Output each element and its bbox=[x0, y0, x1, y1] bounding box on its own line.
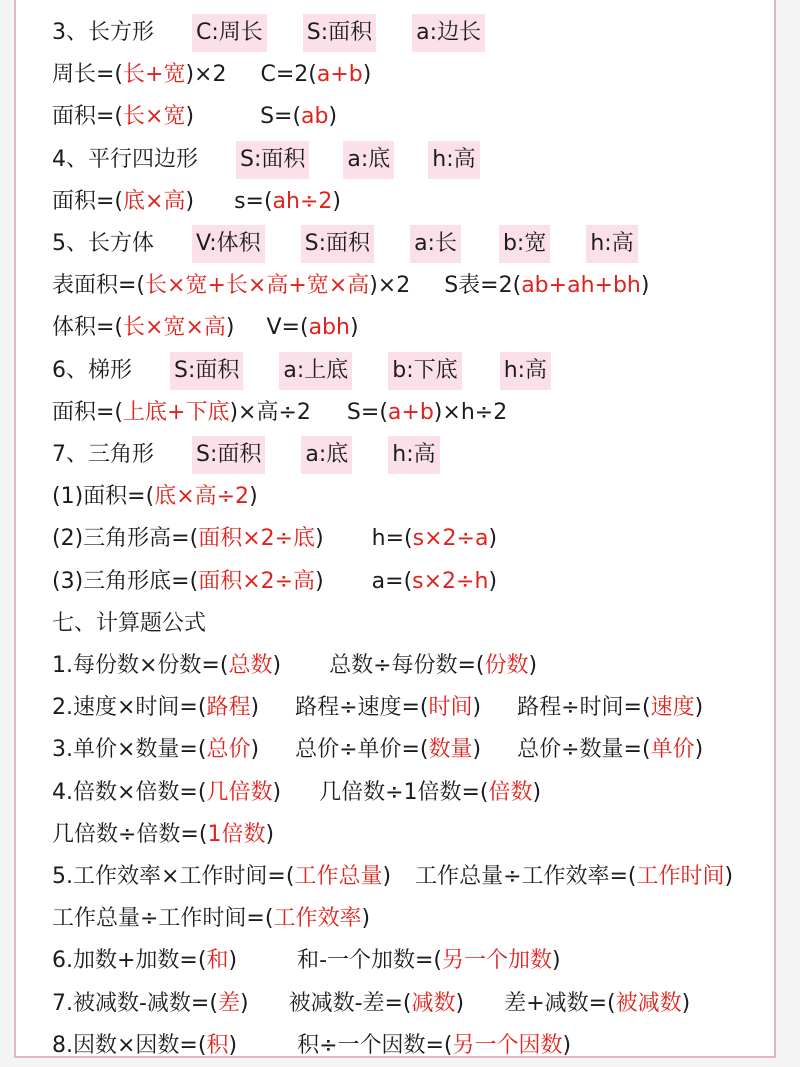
formula-text: ) bbox=[185, 188, 195, 214]
formula-text: ) bbox=[328, 104, 338, 130]
formula-answer: s×2÷a bbox=[412, 526, 489, 552]
formula-line bbox=[52, 605, 206, 643]
formula-text: ) bbox=[640, 273, 650, 299]
formula-text: 几倍数÷1倍数=( bbox=[319, 779, 489, 805]
formula-line bbox=[52, 520, 497, 558]
variable-label: h:高 bbox=[428, 141, 479, 179]
formula-answer: 长+宽 bbox=[123, 62, 186, 88]
formula-text: 面积=( bbox=[52, 399, 124, 425]
formula-answer: a+b bbox=[387, 399, 434, 425]
formula-text: ) bbox=[552, 948, 561, 974]
formula-text: 积÷一个因数=( bbox=[297, 1032, 453, 1058]
formula-line bbox=[52, 267, 649, 305]
variable-label: b:宽 bbox=[499, 225, 550, 263]
formula-line bbox=[52, 774, 541, 812]
formula-text: ) bbox=[455, 990, 465, 1016]
formula-answer: 工作效率 bbox=[273, 906, 362, 932]
formula-answer: 总数 bbox=[228, 653, 273, 678]
variable-label: h:高 bbox=[586, 225, 637, 263]
formula-text: 周长=( bbox=[52, 62, 124, 88]
formula-text: ) bbox=[694, 695, 704, 721]
formula-answer: 另一个因数 bbox=[452, 1032, 563, 1058]
formula-line bbox=[52, 436, 440, 474]
formula-answer: 面积×2÷高 bbox=[198, 568, 316, 594]
variable-label: S:面积 bbox=[192, 436, 265, 474]
formula-line bbox=[52, 98, 337, 136]
formula-line bbox=[52, 985, 690, 1023]
variable-label: S:面积 bbox=[170, 352, 243, 390]
variable-label: a:底 bbox=[301, 436, 352, 474]
formula-text: ) bbox=[250, 737, 260, 763]
formula-answer: 份数 bbox=[484, 653, 529, 678]
variable-label: a:边长 bbox=[412, 14, 485, 52]
formula-text: ) bbox=[562, 1032, 572, 1058]
formula-answer: 数量 bbox=[428, 737, 473, 763]
formula-answer: 另一个加数 bbox=[442, 948, 553, 974]
formula-text: 路程÷速度=( bbox=[295, 695, 429, 721]
formula-line bbox=[52, 647, 537, 685]
formula-text: 面积=( bbox=[52, 188, 124, 214]
formula-line bbox=[52, 942, 561, 980]
formula-text: 4、平行四边形 bbox=[52, 146, 198, 172]
formula-text: ) bbox=[272, 653, 282, 678]
formula-answer: 和 bbox=[206, 948, 229, 974]
formula-text: ) bbox=[228, 948, 238, 974]
formula-line bbox=[52, 816, 274, 854]
formula-text: ) bbox=[361, 906, 371, 932]
formula-text: h=( bbox=[371, 526, 413, 552]
formula-text: 表面积=( bbox=[52, 273, 146, 299]
formula-text: ) bbox=[532, 779, 542, 805]
formula-answer: 底×高÷2 bbox=[154, 484, 250, 510]
formula-text: 总价÷数量=( bbox=[517, 737, 651, 763]
formula-answer: 长×宽+长×高+宽×高 bbox=[145, 273, 370, 299]
formula-text: S=( bbox=[260, 104, 302, 130]
formula-text: 5、长方体 bbox=[52, 231, 154, 256]
formula-text: 几倍数÷倍数=( bbox=[52, 821, 208, 847]
formula-text: ) bbox=[472, 695, 482, 721]
formula-text: ) bbox=[488, 568, 498, 594]
formula-text: ) bbox=[225, 315, 235, 341]
formula-text: ) bbox=[488, 526, 498, 552]
formula-text: ) bbox=[332, 188, 341, 214]
formula-line bbox=[52, 56, 371, 94]
formula-answer: 长×宽 bbox=[123, 104, 186, 130]
formula-text: (1)面积=( bbox=[52, 484, 155, 510]
variable-label: h:高 bbox=[500, 352, 551, 390]
formula-text: a=( bbox=[371, 568, 413, 594]
variable-label: a:底 bbox=[343, 141, 394, 179]
formula-text: ) bbox=[228, 1032, 238, 1058]
formula-line bbox=[52, 141, 480, 179]
variable-label: a:上底 bbox=[279, 352, 352, 390]
formula-answer: 被减数 bbox=[615, 990, 682, 1016]
formula-answer: 面积×2÷底 bbox=[198, 526, 316, 552]
formula-line bbox=[52, 563, 497, 601]
formula-text: 8.因数×因数=( bbox=[52, 1032, 207, 1058]
formula-text: S表=2( bbox=[444, 273, 522, 299]
formula-text: ) bbox=[382, 864, 392, 889]
formula-line bbox=[52, 1027, 571, 1065]
formula-text: s=( bbox=[234, 188, 273, 214]
formula-answer: 总价 bbox=[206, 737, 251, 763]
formula-text: C=2( bbox=[260, 62, 317, 88]
formula-line bbox=[52, 309, 359, 347]
formula-answer: 差 bbox=[217, 990, 240, 1016]
formula-text: 总数÷每份数=( bbox=[329, 653, 485, 678]
formula-text: ) bbox=[249, 484, 258, 510]
formula-line bbox=[52, 14, 485, 52]
formula-text: ) bbox=[362, 62, 372, 88]
formula-text: ) bbox=[250, 695, 260, 721]
formula-answer: 几倍数 bbox=[206, 779, 273, 805]
formula-text: 2.速度×时间=( bbox=[52, 695, 207, 721]
formula-text: 4.倍数×倍数=( bbox=[52, 779, 207, 805]
formula-text: 3.单价×数量=( bbox=[52, 737, 207, 763]
variable-label: b:下底 bbox=[388, 352, 461, 390]
variable-label: a:长 bbox=[410, 225, 461, 263]
formula-answer: 路程 bbox=[206, 695, 251, 721]
formula-text: )×2 bbox=[185, 62, 227, 88]
variable-label: V:体积 bbox=[192, 225, 265, 263]
formula-text: V=( bbox=[266, 315, 309, 341]
formula-line bbox=[52, 478, 258, 516]
formula-text: 1.每份数×份数=( bbox=[52, 653, 229, 678]
formula-text: ) bbox=[681, 990, 691, 1016]
formula-line bbox=[52, 352, 551, 390]
formula-text: (3)三角形底=( bbox=[52, 568, 199, 594]
formula-answer: 减数 bbox=[411, 990, 456, 1016]
formula-answer: 单价 bbox=[650, 737, 695, 763]
formula-text: ) bbox=[528, 653, 538, 678]
formula-text: ) bbox=[724, 864, 734, 889]
variable-label: C:周长 bbox=[192, 14, 267, 52]
formula-answer: a+b bbox=[316, 62, 363, 88]
formula-answer: abh bbox=[308, 315, 350, 341]
formula-answer: 时间 bbox=[428, 695, 473, 721]
formula-text: 总价÷单价=( bbox=[295, 737, 429, 763]
formula-answer: ab+ah+bh bbox=[521, 273, 641, 299]
formula-answer: 长×宽×高 bbox=[123, 315, 226, 341]
formula-text: 体积=( bbox=[52, 315, 124, 341]
formula-text: ) bbox=[472, 737, 482, 763]
formula-answer: ah÷2 bbox=[272, 188, 333, 214]
formula-answer: 底×高 bbox=[123, 188, 186, 214]
formula-text: 被减数-差=( bbox=[288, 990, 412, 1016]
formula-text: (2)三角形高=( bbox=[52, 526, 199, 552]
formula-text: 7.被减数-减数=( bbox=[52, 990, 218, 1016]
formula-answer: 工作总量 bbox=[294, 864, 383, 889]
formula-text: 和-一个加数=( bbox=[297, 948, 443, 974]
formula-text: 面积=( bbox=[52, 104, 124, 130]
formula-text: ) bbox=[315, 568, 324, 594]
formula-text: 工作总量÷工作效率=( bbox=[415, 864, 637, 889]
formula-text: 6、梯形 bbox=[52, 357, 132, 383]
formula-text: 工作总量÷工作时间=( bbox=[52, 906, 274, 932]
formula-answer: 倍数 bbox=[488, 779, 533, 805]
formula-text: 3、长方形 bbox=[52, 20, 154, 45]
formula-text: ) bbox=[315, 526, 324, 552]
formula-text: ) bbox=[265, 821, 275, 847]
formula-text: 路程÷时间=( bbox=[517, 695, 651, 721]
formula-text: ) bbox=[349, 315, 359, 341]
formula-text: 5.工作效率×工作时间=( bbox=[52, 864, 295, 889]
formula-text: )×h÷2 bbox=[433, 399, 508, 425]
formula-line bbox=[52, 858, 733, 896]
formula-line bbox=[52, 225, 638, 263]
variable-label: S:面积 bbox=[301, 225, 374, 263]
formula-text: 差+减数=( bbox=[504, 990, 616, 1016]
formula-line bbox=[52, 731, 703, 769]
formula-text: ) bbox=[185, 104, 195, 130]
formula-answer: 工作时间 bbox=[636, 864, 725, 889]
formula-answer: 积 bbox=[206, 1032, 229, 1058]
variable-label: S:面积 bbox=[303, 14, 376, 52]
formula-text: )×高÷2 bbox=[229, 399, 311, 425]
formula-text: 7、三角形 bbox=[52, 442, 154, 467]
formula-answer: s×2÷h bbox=[412, 568, 489, 594]
formula-text: ) bbox=[272, 779, 282, 805]
variable-label: h:高 bbox=[388, 436, 439, 474]
formula-answer: 速度 bbox=[650, 695, 695, 721]
formula-line bbox=[52, 183, 341, 221]
formula-answer: 上底+下底 bbox=[123, 399, 230, 425]
formula-text: 七、计算题公式 bbox=[52, 610, 207, 636]
formula-text: ) bbox=[694, 737, 704, 763]
formula-sheet bbox=[14, 0, 776, 1058]
formula-text: ) bbox=[239, 990, 249, 1016]
formula-text: S=( bbox=[346, 399, 388, 425]
formula-line bbox=[52, 689, 703, 727]
formula-line bbox=[52, 900, 370, 938]
formula-line bbox=[52, 394, 507, 432]
formula-answer: 1倍数 bbox=[207, 821, 266, 847]
variable-label: S:面积 bbox=[236, 141, 309, 179]
formula-text: )×2 bbox=[369, 273, 411, 299]
formula-text: 6.加数+加数=( bbox=[52, 948, 207, 974]
formula-answer: ab bbox=[301, 104, 329, 130]
